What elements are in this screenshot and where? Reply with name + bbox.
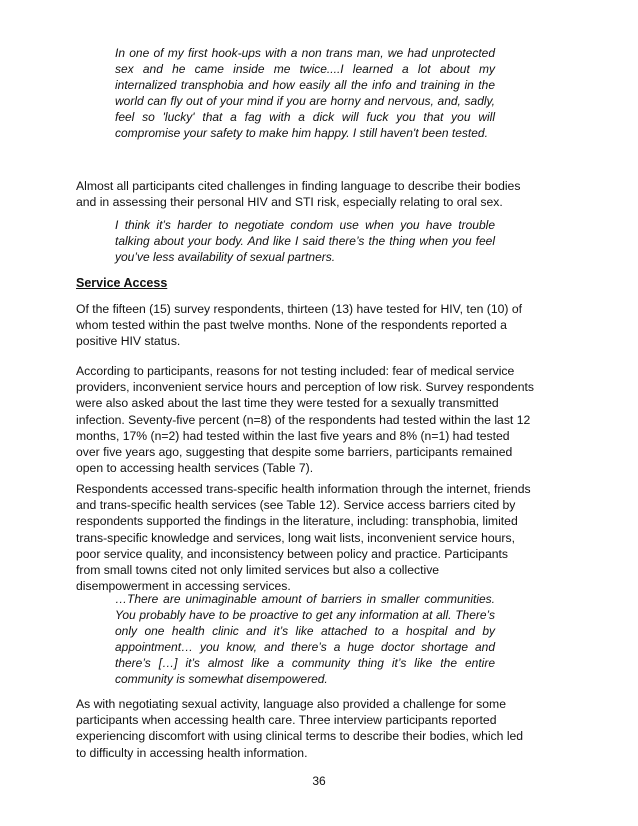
section-heading-service-access: Service Access [76, 276, 168, 290]
quote-hookup: In one of my first hook-ups with a non trans man, we had unprotected sex and he came inside me twice....I learned a lot about my internalized transphobia and how easily all the info and training in the world can fly out of your mind if you are horny and nervous, and, sadly, feel so 'lucky' that a fag with a dick will fuck you that you will compromise your safety to make him happy. I still haven't been tested. [115, 46, 495, 140]
quote-condom-use: I think it’s harder to negotiate condom use when you have trouble talking about your body. And like I said there’s the thing when you feel you’ve less availability of sexual partners. [115, 218, 495, 264]
paragraph-clinical-language: As with negotiating sexual activity, language also provided a challenge for some participants when accessing health care. Three interview participants reported experiencing discomfort with using clinical terms to describe their bodies, which led to difficulty in accessing health information. [76, 697, 524, 760]
paragraph-testing-reasons: According to participants, reasons for not testing included: fear of medical service providers, inconvenient service hours and perception of low risk. Survey respondents were also asked about the last time they were tested for a sexually transmitted infection. Seventy-five percent (n=8) of the respondents had tested within the last 12 months, 17% (n=2) had tested within the last five years and 8% (n=1) had tested over five years ago, suggesting that despite some barriers, participants remained open to accessing health services (Table 7). [76, 364, 534, 476]
page-number: 36 [312, 774, 326, 788]
quote-small-communities: …There are unimaginable amount of barriers in smaller communities. You probably have to be proactive to get any information at all. There’s only one health clinic and it’s like attached to a hospital and by appointment… you know, and there’s a huge doctor shortage and there’s […] it’s almost like a community thing it’s like the entire community is somewhat disempowered. [115, 592, 495, 686]
paragraph-hiv-testing: Of the fifteen (15) survey respondents, thirteen (13) have tested for HIV, ten (10) of whom tested within the past twelve months. None of the respondents reported a positive HIV status. [76, 302, 522, 349]
paragraph-language-challenges: Almost all participants cited challenges in finding language to describe their bodies and in assessing their personal HIV and STI risk, especially relating to oral sex. [76, 179, 521, 210]
paragraph-service-barriers: Respondents accessed trans-specific health information through the internet, friends and trans-specific health services (see Table 12). Service access barriers cited by respondents supported the findings in the literature, including: transphobia, limited trans-specific knowledge and services, long wait lists, inconvenient service hours, poor service quality, and inconsistency between policy and practice. Participants from small towns cited not only limited services but also a collective disempowerment in accessing services. [76, 482, 531, 594]
